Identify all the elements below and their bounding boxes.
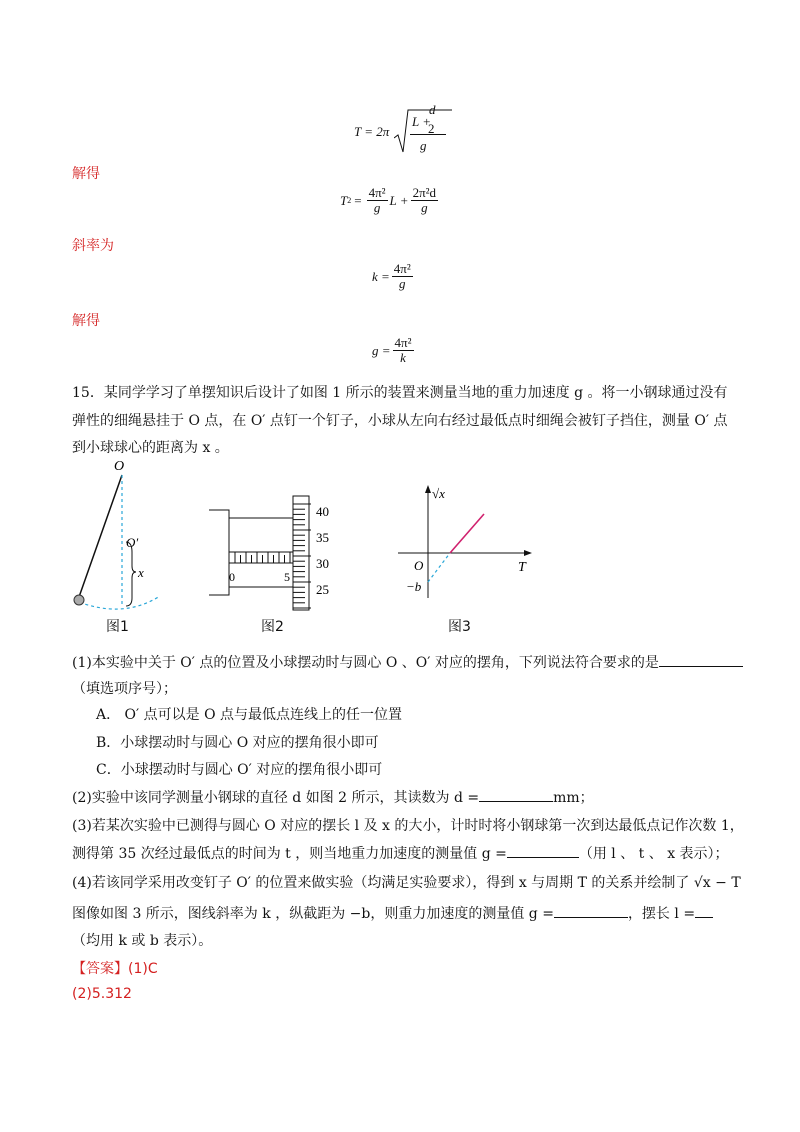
part4-line-1: (4)若该同学采用改变钉子 O′ 的位置来做实验（均满足实验要求），得到 x 与周期 T 的关系并绘制了 √x − T	[72, 875, 741, 891]
formula3-num: 4π²	[393, 261, 411, 276]
question-line-2: 弹性的细绳悬挂于 O 点，在 O′ 点钉一个钉子，小球从左向右经过最低点时细绳会被钉子挡住，测量 O′ 点	[72, 413, 728, 429]
answer-blank-3[interactable]	[507, 857, 579, 858]
formula2-d2: g	[421, 200, 428, 215]
label-slope: 斜率为	[72, 238, 114, 254]
formula-t-squared	[340, 186, 440, 215]
part3-line-2	[72, 843, 729, 863]
thimble-label-25: 25	[316, 582, 329, 597]
x-axis-arrow-icon	[524, 550, 532, 556]
formula2-lhs: T	[340, 192, 348, 208]
fig1-label-o-prime: O′	[126, 535, 139, 550]
y-axis-arrow-icon	[425, 485, 431, 493]
part4-line-2	[72, 903, 713, 923]
formula4-lhs: g =	[372, 342, 391, 358]
formula1-den: g	[420, 138, 427, 153]
part3-tail: （用 l 、 t 、 x 表示）；	[578, 846, 729, 862]
sqrt-x-vs-t-graph	[392, 480, 542, 616]
thimble	[293, 496, 309, 610]
intercept-label: −b	[406, 579, 422, 594]
part1-text: (1)本实验中关于 O′ 点的位置及小球摆动时与圆心 O 、O′ 对应的摆角，下列说法符合要求的是	[72, 655, 659, 671]
part1-line-2: （填选项序号）；	[72, 681, 177, 697]
part4-text-b: ，摆长 l =	[627, 906, 696, 922]
formula2-mid: L +	[389, 192, 409, 208]
answer-line-1	[72, 958, 158, 978]
swing-arc	[74, 596, 160, 609]
option-a: A． O′ 点可以是 O 点与最低点连线上的任一位置	[96, 707, 403, 723]
answer-blank-5[interactable]	[695, 917, 713, 918]
formula1-num-top: d	[429, 102, 436, 117]
formula4-num: 4π²	[394, 335, 412, 350]
scale-five: 5	[284, 570, 290, 584]
fraction-bar	[410, 134, 446, 135]
question-line-3: 到小球球心的距离为 x 。	[72, 440, 229, 456]
figure-2-caption: 图2	[261, 619, 284, 635]
formula2-d1: g	[373, 200, 381, 215]
x-brace	[126, 542, 136, 606]
formula-slope	[372, 262, 415, 291]
origin-label: O	[414, 558, 424, 573]
figure-1-pendulum	[68, 458, 178, 638]
scale-zero: 0	[229, 570, 235, 584]
fig1-label-x: x	[138, 565, 144, 580]
option-b: B．小球摆动时与圆心 O 对应的摆角很小即可	[96, 735, 379, 751]
part3-line-1: (3)若某次实验中已测得与圆心 O 对应的摆长 l 及 x 的大小，计时时将小钢球第一次到达最低点记作次数 1，	[72, 818, 744, 834]
steel-ball	[74, 595, 84, 605]
micrometer-diagram	[205, 490, 355, 615]
question-line-1	[72, 382, 728, 402]
answer-2: (2)5.312	[72, 986, 132, 1002]
formula2-sup: 2	[347, 196, 352, 205]
question-text-1: 某同学学习了单摆知识后设计了如图 1 所示的装置来测量当地的重力加速度 g 。将一小钢球通过没有	[103, 385, 728, 401]
answer-blank-4[interactable]	[554, 917, 628, 918]
part2-text: (2)实验中该同学测量小钢球的直径 d 如图 2 所示，其读数为 d =	[72, 790, 480, 806]
figure-1-caption: 图1	[106, 619, 129, 635]
pendulum-string	[79, 475, 122, 597]
formula1-num-bot: 2	[428, 121, 435, 136]
data-line	[450, 514, 484, 553]
figure-3-caption: 图3	[448, 619, 471, 635]
formula-g	[372, 336, 416, 365]
answer-blank-2[interactable]	[479, 801, 553, 802]
label-solve-2: 解得	[72, 313, 100, 329]
part2-line	[72, 787, 594, 807]
micrometer-frame	[209, 510, 229, 595]
option-c: C．小球摆动时与圆心 O′ 对应的摆角很小即可	[96, 762, 383, 778]
answer-1: (1)C	[128, 961, 158, 977]
label-solve-1: 解得	[72, 166, 100, 182]
formula1-lhs: T = 2π	[354, 124, 390, 139]
fig1-label-o: O	[114, 459, 125, 474]
figure-3-graph	[392, 480, 542, 640]
part1-line-1	[72, 652, 743, 672]
answer-label: 【答案】	[72, 961, 128, 977]
formula3-den: g	[399, 276, 406, 291]
formula3-lhs: k =	[372, 268, 390, 284]
y-axis-label: √x	[432, 486, 445, 501]
question-number: 15．	[72, 385, 104, 401]
formula2-n1: 4π²	[368, 185, 386, 200]
extrapolated-line	[428, 553, 450, 582]
thimble-label-35: 35	[316, 530, 329, 545]
x-axis-label: T	[518, 560, 526, 575]
figure-2-micrometer	[205, 490, 355, 640]
thimble-label-40: 40	[316, 504, 329, 519]
formula1-num-mid: L +	[412, 114, 432, 129]
formula4-den: k	[400, 350, 406, 365]
part4-text: 图像如图 3 所示，图线斜率为 k ，纵截距为 −b，则重力加速度的测量值 g =	[72, 906, 554, 922]
part3-text: 测得第 35 次经过最低点的时间为 t ，则当地重力加速度的测量值 g =	[72, 846, 507, 862]
sleeve-ticks	[235, 552, 290, 563]
part4-line-3: （均用 k 或 b 表示）。	[72, 933, 213, 949]
formula2-n2: 2π²d	[412, 185, 437, 200]
formula2-eq: =	[354, 192, 362, 208]
part2-unit: mm；	[553, 790, 594, 806]
answer-blank-1[interactable]	[659, 666, 743, 667]
thimble-label-30: 30	[316, 556, 329, 571]
pendulum-diagram	[68, 458, 178, 638]
